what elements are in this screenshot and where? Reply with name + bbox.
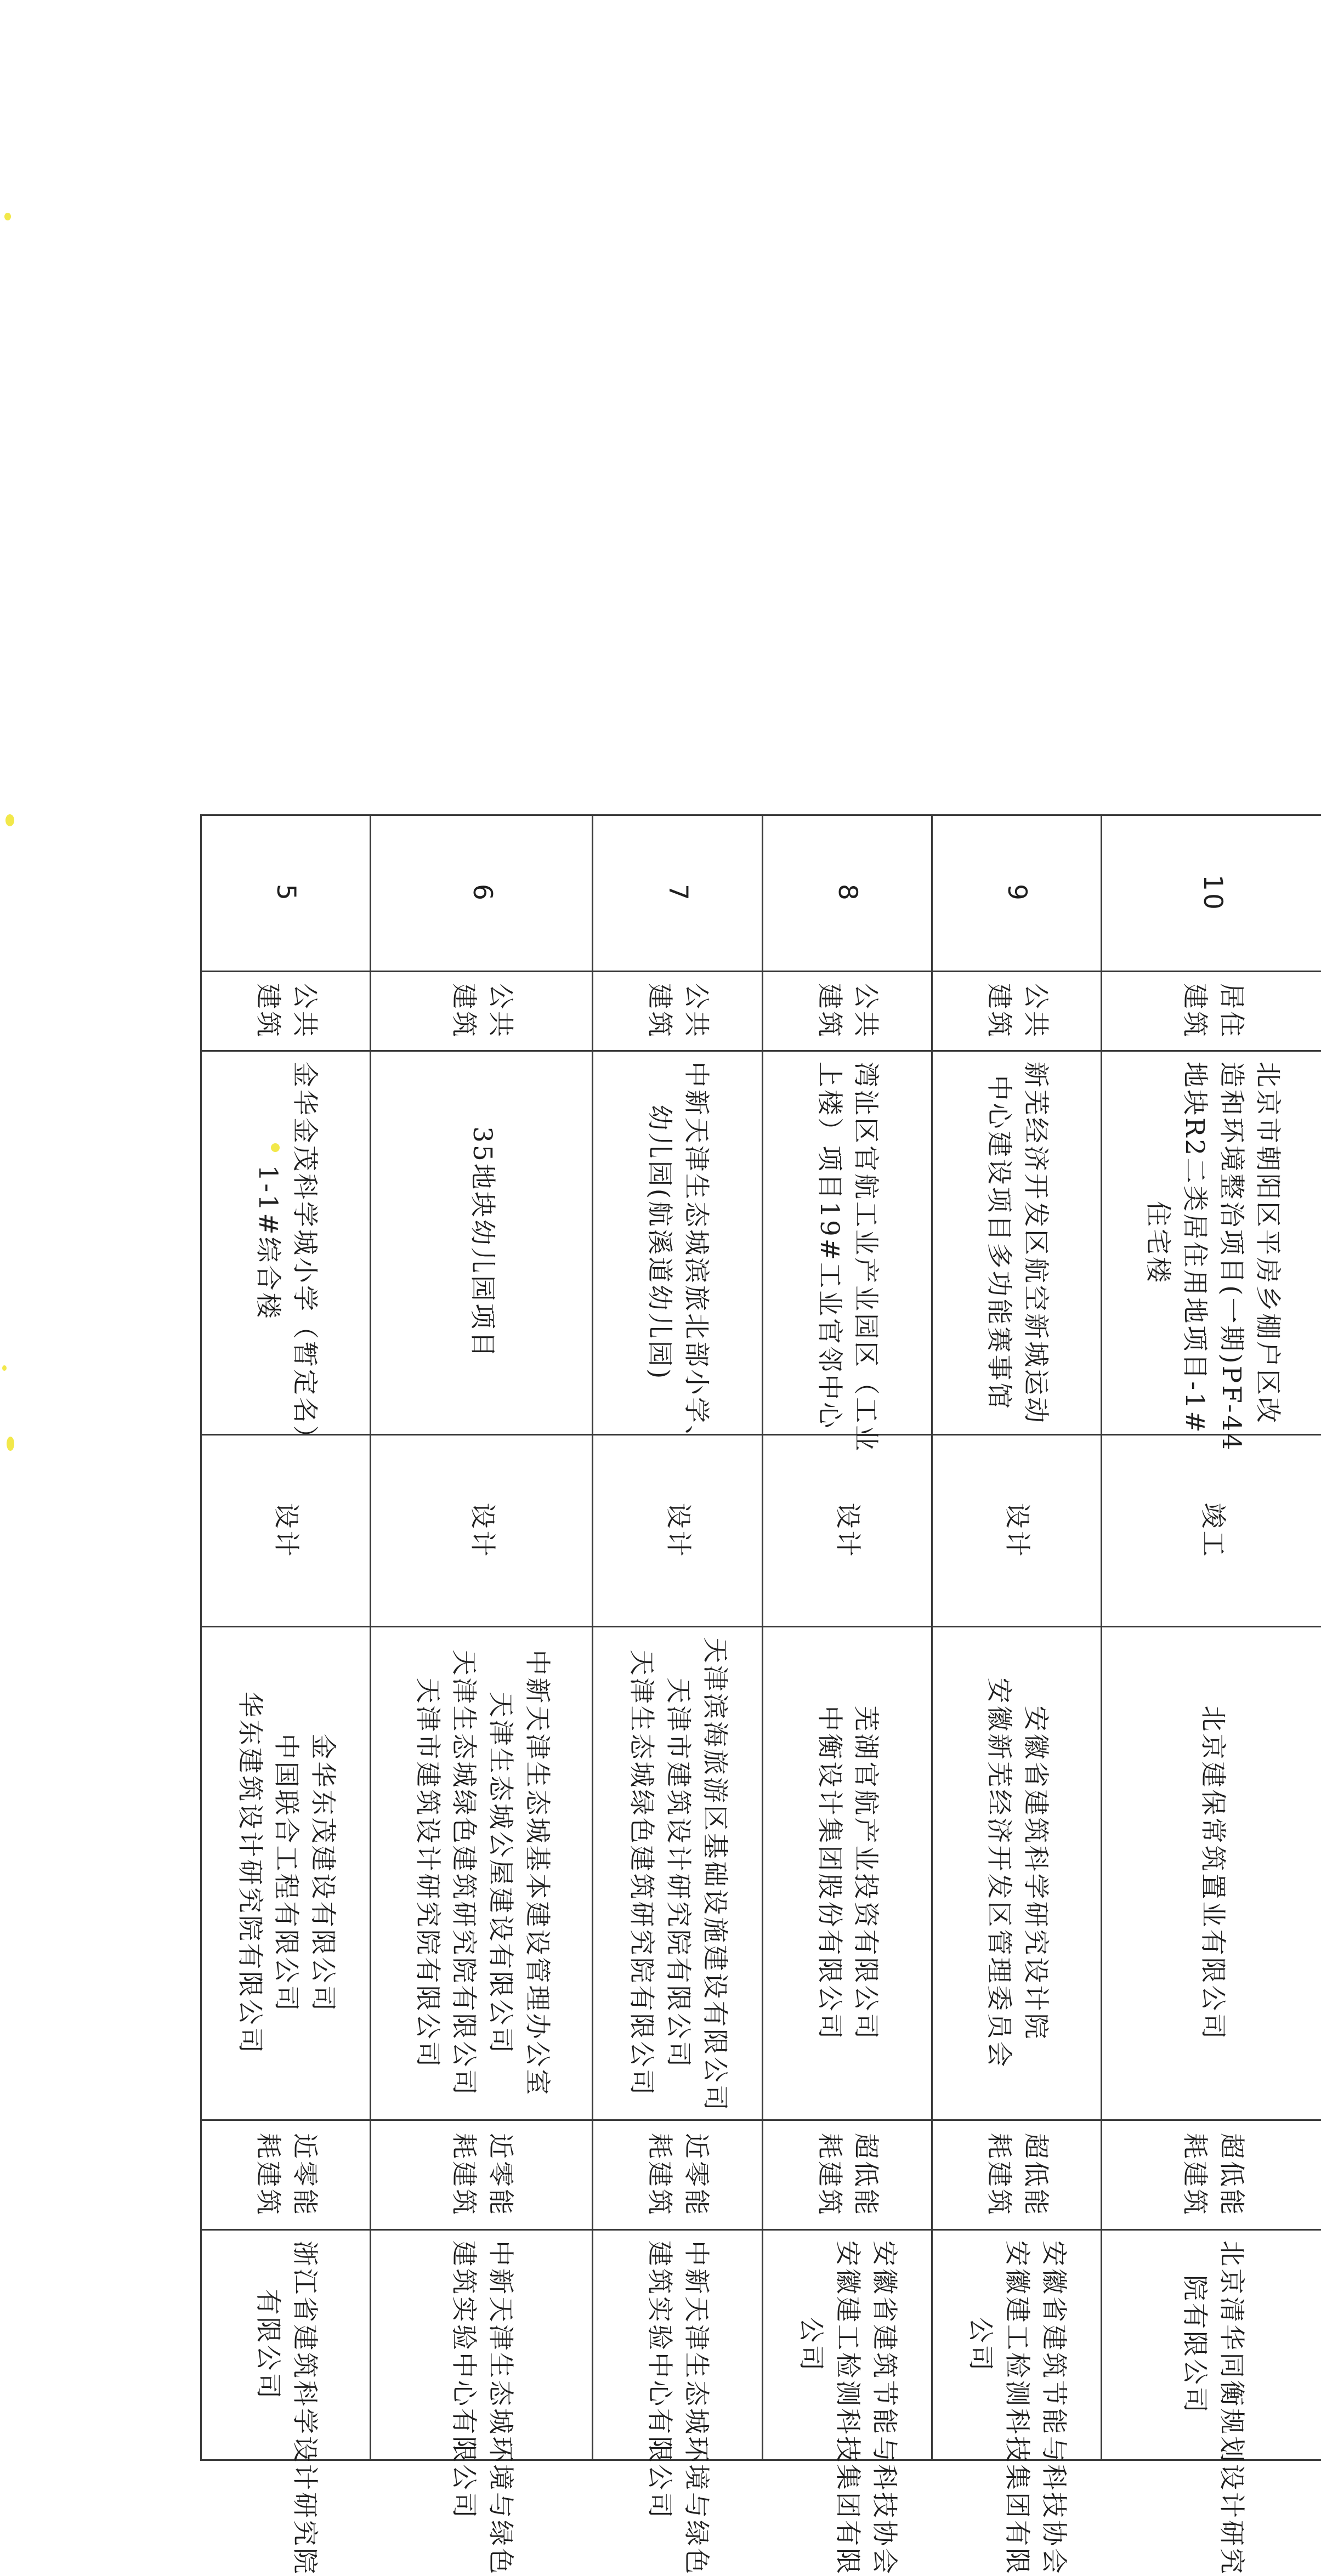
ink-speck — [2, 1365, 7, 1371]
technical-consultant-line: 建筑实验中心有限公司 — [641, 2240, 678, 2449]
project-stage-cell: 设计 — [932, 1435, 1101, 1627]
participating-units-line: 天津生态城公屋建设有限公司 — [481, 1637, 518, 2109]
building-category-line: 公共 — [1017, 982, 1053, 1040]
building-category-line: 居住 — [1212, 982, 1249, 1040]
technical-consultant-line: 安徽建工检测科技集团有限 — [998, 2240, 1035, 2449]
project-name-cell — [371, 1051, 593, 1435]
project-name-cell — [201, 1051, 371, 1435]
participating-units-line: 金华东茂建设有限公司 — [304, 1637, 341, 2109]
table-row — [593, 815, 762, 2460]
technical-consultant-cell — [593, 2230, 762, 2460]
technical-consultant-line: 有限公司 — [249, 2240, 286, 2449]
building-category-cell — [762, 972, 932, 1051]
energy-target-cell — [201, 2120, 371, 2230]
participating-units-cell — [932, 1627, 1101, 2120]
energy-target-line: 近零能 — [481, 2131, 518, 2219]
participating-units-line: 华东建筑设计研究院有限公司 — [231, 1637, 268, 2109]
table-row — [932, 815, 1101, 2460]
participating-units-line: 中新天津生态城基本建设管理办公室 — [518, 1637, 555, 2109]
participating-units-line: 安徽新芜经济开发区管理委员会 — [980, 1637, 1017, 2109]
participating-units-line: 北京建保常筑置业有限公司 — [1194, 1637, 1231, 2109]
building-category-line: 建筑 — [445, 982, 482, 1040]
participating-units-line: 天津市建筑设计研究院有限公司 — [659, 1637, 696, 2109]
project-name-line: 北京市朝阳区平房乡棚户区改 — [1249, 1062, 1286, 1424]
building-category-line: 建筑 — [249, 982, 286, 1040]
building-category-cell — [201, 972, 371, 1051]
participating-units-cell — [201, 1627, 371, 2120]
building-category-line: 公共 — [677, 982, 714, 1040]
project-stage-cell: 设计 — [201, 1435, 371, 1627]
energy-target-cell — [762, 2120, 932, 2230]
energy-target-cell — [371, 2120, 593, 2230]
technical-consultant-cell — [762, 2230, 932, 2460]
row-number-cell: 8 — [762, 815, 932, 972]
technical-consultant-cell — [371, 2230, 593, 2460]
technical-consultant-line: 北京清华同衡规划设计研究 — [1212, 2240, 1249, 2449]
energy-target-line: 近零能 — [677, 2131, 714, 2219]
technical-consultant-line: 安徽建工检测科技集团有限 — [829, 2240, 865, 2449]
energy-target-line: 耗建筑 — [641, 2131, 678, 2219]
energy-target-line: 超低能 — [1017, 2131, 1053, 2219]
project-name-line: 1-1#综合楼 — [249, 1062, 286, 1424]
technical-consultant-cell — [201, 2230, 371, 2460]
energy-target-cell — [593, 2120, 762, 2230]
energy-target-line: 耗建筑 — [445, 2131, 482, 2219]
project-stage-cell: 竣工 — [1101, 1435, 1321, 1627]
participating-units-line: 天津市建筑设计研究院有限公司 — [409, 1637, 445, 2109]
row-number-cell: 7 — [593, 815, 762, 972]
technical-consultant-line: 公司 — [962, 2240, 999, 2449]
energy-target-line: 耗建筑 — [980, 2131, 1017, 2219]
building-category-line: 建筑 — [810, 982, 847, 1040]
participating-units-cell — [371, 1627, 593, 2120]
energy-target-line: 超低能 — [847, 2131, 884, 2219]
participating-units-cell — [1101, 1627, 1321, 2120]
project-name-cell — [932, 1051, 1101, 1435]
row-number-cell: 5 — [201, 815, 371, 972]
participating-units-cell — [593, 1627, 762, 2120]
row-number-cell: 10 — [1101, 815, 1321, 972]
project-name-line: 中新天津生态城滨旅北部小学、 — [677, 1062, 714, 1424]
participating-units-line: 天津生态城绿色建筑研究院有限公司 — [622, 1637, 659, 2109]
building-category-cell — [932, 972, 1101, 1051]
technical-consultant-cell — [932, 2230, 1101, 2460]
participating-units-line: 中国联合工程有限公司 — [268, 1637, 304, 2109]
ink-speck — [4, 213, 11, 220]
technical-consultant-line: 浙江省建筑科学设计研究院 — [286, 2240, 322, 2449]
table-body — [201, 815, 1321, 2460]
building-category-line: 公共 — [286, 982, 322, 1040]
technical-consultant-line: 中新天津生态城环境与绿色 — [481, 2240, 518, 2449]
table-row — [201, 815, 371, 2460]
project-name-cell — [593, 1051, 762, 1435]
ink-speck — [271, 1143, 280, 1152]
row-number-cell: 9 — [932, 815, 1101, 972]
building-category-cell — [593, 972, 762, 1051]
energy-target-cell — [932, 2120, 1101, 2230]
project-name-line: 造和环境整治项目(一期)PF-44 — [1212, 1062, 1249, 1424]
energy-target-line: 耗建筑 — [810, 2131, 847, 2219]
technical-consultant-line: 公司 — [792, 2240, 829, 2449]
project-name-line: 幼儿园(航溪道幼儿园) — [641, 1062, 678, 1424]
energy-target-line: 超低能 — [1212, 2131, 1249, 2219]
table-row — [371, 815, 593, 2460]
row-number-cell: 6 — [371, 815, 593, 972]
technical-consultant-line: 中新天津生态城环境与绿色 — [677, 2240, 714, 2449]
building-category-cell — [371, 972, 593, 1051]
energy-target-line: 近零能 — [286, 2131, 322, 2219]
table-row — [762, 815, 932, 2460]
ink-speck — [5, 814, 14, 826]
technical-consultant-line: 安徽省建筑节能与科技协会 — [865, 2240, 902, 2449]
project-stage-cell: 设计 — [593, 1435, 762, 1627]
energy-target-line: 耗建筑 — [1176, 2131, 1212, 2219]
building-category-line: 公共 — [847, 982, 884, 1040]
building-category-line: 建筑 — [980, 982, 1017, 1040]
participating-units-line: 芜湖官航产业投资有限公司 — [847, 1637, 884, 2109]
technical-consultant-line: 建筑实验中心有限公司 — [445, 2240, 482, 2449]
project-name-line: 上楼）项目19#工业官邻中心 — [810, 1062, 847, 1424]
building-category-line: 建筑 — [641, 982, 678, 1040]
technical-consultant-line: 安徽省建筑节能与科技协会 — [1035, 2240, 1071, 2449]
ink-speck — [7, 1437, 14, 1451]
project-name-line: 35地块幼儿园项目 — [463, 1062, 500, 1424]
project-name-line: 地块R2二类居住用地项目-1# — [1176, 1062, 1212, 1424]
project-name-line: 湾沚区官航工业产业园区（工业 — [847, 1062, 884, 1424]
building-category-line: 建筑 — [1176, 982, 1212, 1040]
participating-units-line: 中衡设计集团股份有限公司 — [810, 1637, 847, 2109]
project-name-cell — [1101, 1051, 1321, 1435]
participating-units-line: 天津滨海旅游区基础设施建设有限公司 — [696, 1637, 733, 2109]
participating-units-cell — [762, 1627, 932, 2120]
technical-consultant-cell — [1101, 2230, 1321, 2460]
table-row — [1101, 815, 1321, 2460]
energy-target-cell — [1101, 2120, 1321, 2230]
project-stage-cell: 设计 — [762, 1435, 932, 1627]
project-name-line: 金华金茂科学城小学（暂定名） — [286, 1062, 322, 1424]
participating-units-line: 天津生态城绿色建筑研究院有限公司 — [445, 1637, 482, 2109]
project-stage-cell: 设计 — [371, 1435, 593, 1627]
building-category-line: 公共 — [481, 982, 518, 1040]
building-category-cell — [1101, 972, 1321, 1051]
project-name-line: 新芜经济开发区航空新城运动 — [1017, 1062, 1053, 1424]
project-name-line: 中心建设项目多功能赛事馆 — [980, 1062, 1017, 1424]
energy-target-line: 耗建筑 — [249, 2131, 286, 2219]
project-list-table — [200, 814, 1321, 2461]
project-name-line: 住宅楼 — [1139, 1062, 1176, 1424]
technical-consultant-line: 院有限公司 — [1176, 2240, 1212, 2449]
rotated-table-frame — [200, 814, 1321, 2459]
participating-units-line: 安徽省建筑科学研究设计院 — [1017, 1637, 1053, 2109]
project-name-cell — [762, 1051, 932, 1435]
